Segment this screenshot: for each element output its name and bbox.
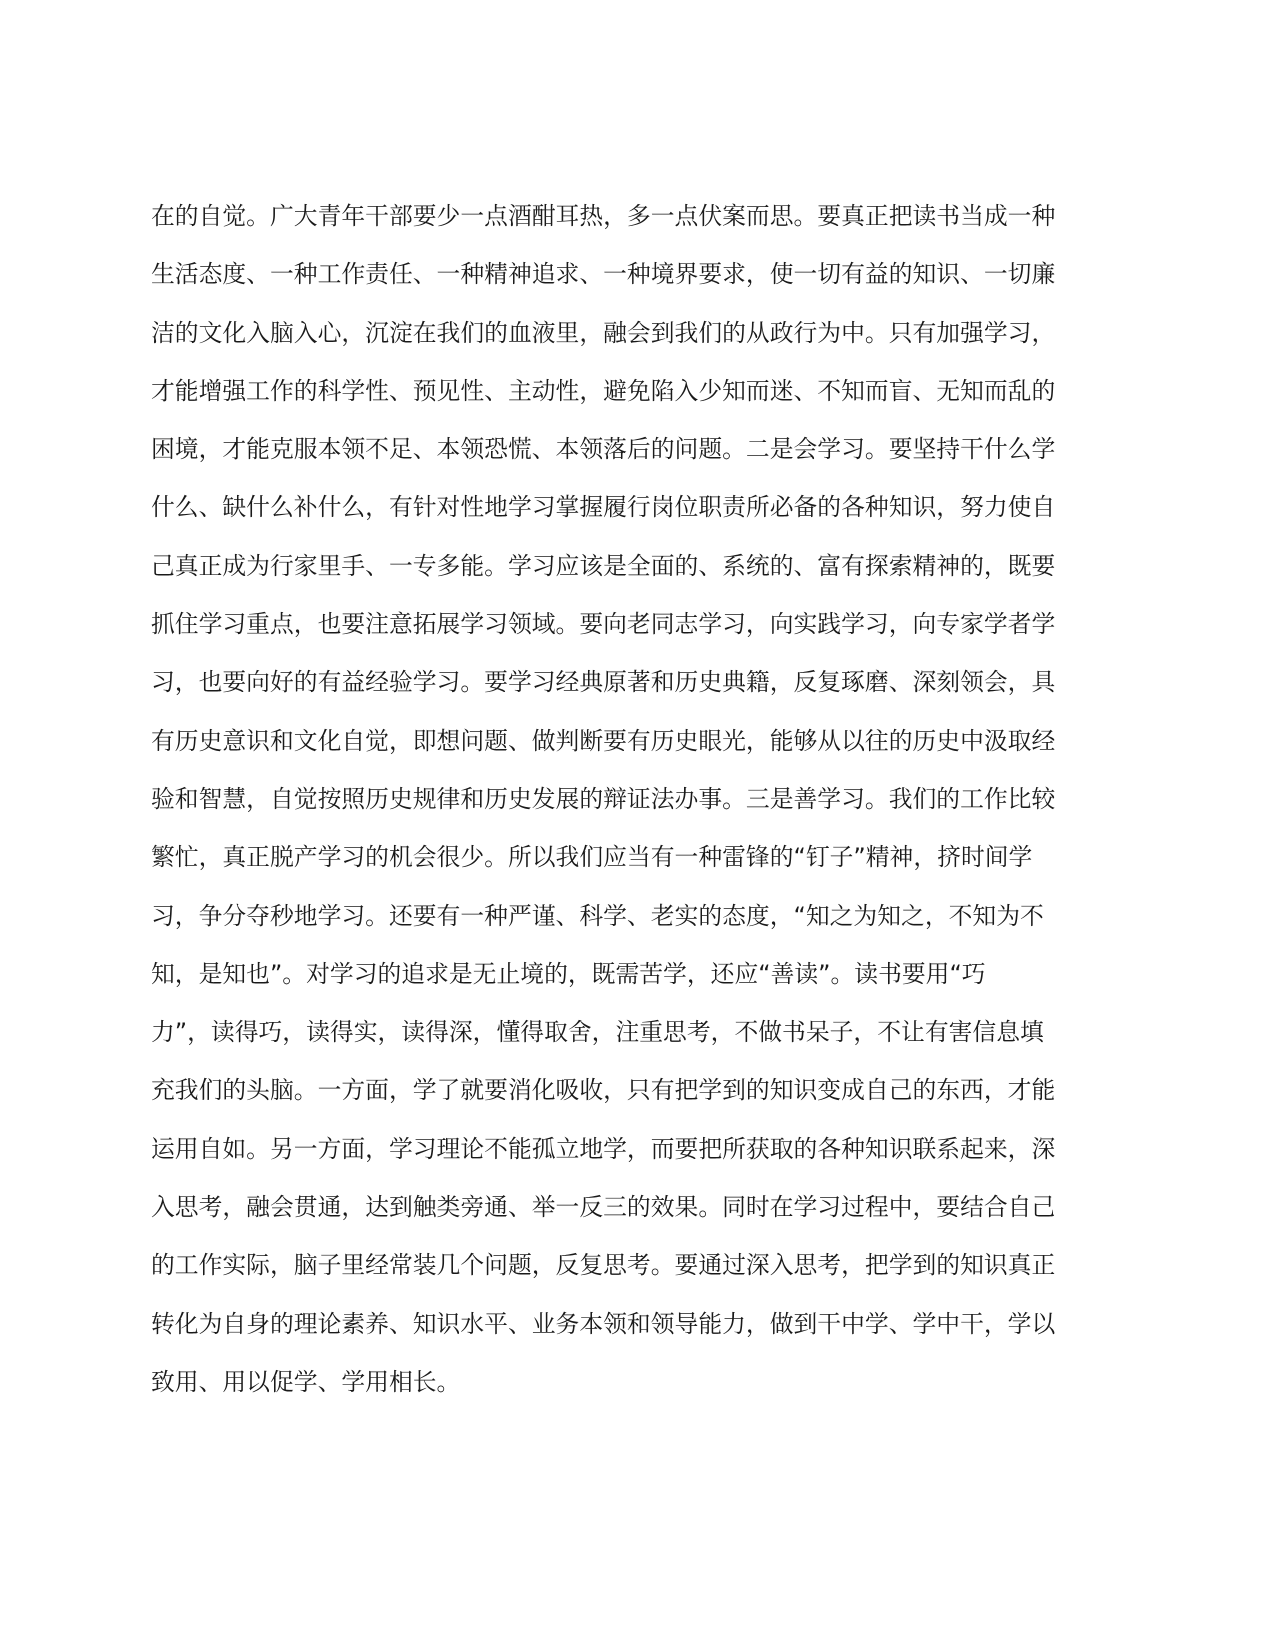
text-line: 生活态度、一种工作责任、一种精神追求、一种境界要求，使一切有益的知识、一切廉 [151, 260, 1056, 289]
text-line: 在的自觉。广大青年干部要少一点酒酣耳热，多一点伏案而思。要真正把读书当成一种 [151, 202, 1056, 230]
body-text [151, 187, 1111, 1411]
text-line: 困境，才能克服本领不足、本领恐慌、本领落后的问题。二是会学习。要坚持干什么学 [151, 435, 1056, 464]
text-line: 知，是知也”。对学习的追求是无止境的，既需苦学，还应“善读”。读书要用“巧 [151, 959, 986, 988]
text-line: 入思考，融会贯通，达到触类旁通、举一反三的效果。同时在学习过程中，要结合自己 [151, 1193, 1056, 1222]
text-line: 习，也要向好的有益经验学习。要学习经典原著和历史典籍，反复琢磨、深刻领会，具 [151, 668, 1056, 697]
text-line: 充我们的头脑。一方面，学了就要消化吸收，只有把学到的知识变成自己的东西，才能 [151, 1076, 1056, 1105]
text-line: 转化为自身的理论素养、知识水平、业务本领和领导能力，做到干中学、学中干，学以 [151, 1309, 1056, 1338]
text-line: 繁忙，真正脱产学习的机会很少。所以我们应当有一种雷锋的“钉子”精神，挤时间学 [151, 843, 1033, 872]
text-line: 洁的文化入脑入心，沉淀在我们的血液里，融会到我们的从政行为中。只有加强学习， [151, 318, 1056, 347]
text-line: 力”，读得巧，读得实，读得深，懂得取舍，注重思考，不做书呆子，不让有害信息填 [151, 1018, 1044, 1047]
text-line: 运用自如。另一方面，学习理论不能孤立地学，而要把所获取的各种知识联系起来，深 [151, 1134, 1056, 1163]
text-line: 习，争分夺秒地学习。还要有一种严谨、科学、老实的态度，“知之为知之，不知为不 [151, 901, 1044, 930]
text-line: 验和智慧，自觉按照历史规律和历史发展的辩证法办事。三是善学习。我们的工作比较 [151, 784, 1056, 813]
text-line: 有历史意识和文化自觉，即想问题、做判断要有历史眼光，能够从以往的历史中汲取经 [151, 726, 1056, 755]
text-line: 什么、缺什么补什么，有针对性地学习掌握履行岗位职责所必备的各种知识，努力使自 [151, 493, 1056, 522]
text-line: 致用、用以促学、学用相长。 [151, 1367, 461, 1396]
text-line: 己真正成为行家里手、一专多能。学习应该是全面的、系统的、富有探索精神的，既要 [151, 551, 1056, 580]
text-line: 抓住学习重点，也要注意拓展学习领域。要向老同志学习，向实践学习，向专家学者学 [151, 610, 1056, 639]
text-line: 的工作实际，脑子里经常装几个问题，反复思考。要通过深入思考，把学到的知识真正 [151, 1251, 1056, 1280]
text-line: 才能增强工作的科学性、预见性、主动性，避免陷入少知而迷、不知而盲、无知而乱的 [151, 376, 1056, 405]
